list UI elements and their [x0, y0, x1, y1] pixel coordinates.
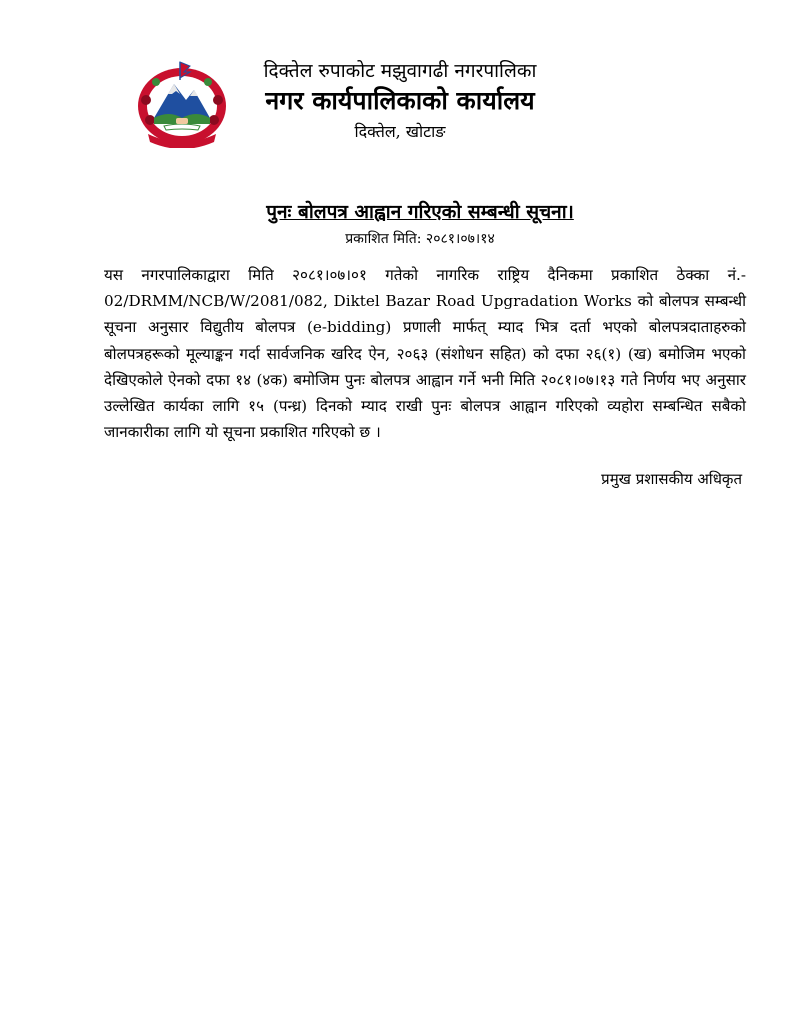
published-date: प्रकाशित मिति: २०८१।०७।१४	[345, 231, 495, 247]
letterhead	[230, 58, 570, 146]
notice-title: पुनः बोलपत्र आह्वान गरिएको सम्बन्धी सूचना।	[266, 201, 574, 223]
office-name: नगर कार्यपालिकाको कार्यालय	[265, 86, 535, 115]
office-address: दिक्तेल, खोटाङ	[354, 122, 446, 141]
notice-body: यस नगरपालिकाद्वारा मिति २०८१।०७।०१ गतेको नागरिक राष्ट्रिय दैनिकमा प्रकाशित ठेक्का नं.- 02/DRMM/NCB/W/2081/082, Diktel Bazar Road Upgradation Works को बोलपत्र सम्बन्धी सूचना अनुसार विद्युतीय बोलपत्र (e-bidding) प्रणाली मार्फत् म्याद भित्र दर्ता भएको बोलपत्रदाताहरुको बोलपत्रहरूको मूल्याङ्कन गर्दा सार्वजनिक खरिद ऐन, २०६३ (संशोधन सहित) को दफा २६(१) (ख) बमोजिम भएको देखिएकोले ऐनको दफा १४ (४क) बमोजिम पुनः बोलपत्र आह्वान गर्ने भनी मिति २०८१।०७।१३ गते निर्णय भए अनुसार उल्लेखित कार्यका लागि १५ (पन्ध्र) दिनको म्याद राखी पुनः बोलपत्र आह्वान गरिएको व्यहोरा सम्बन्धित सबैको जानकारीका लागि यो सूचना प्रकाशित गरिएको छ ।	[104, 266, 746, 442]
nepal-government-emblem-icon	[134, 60, 230, 148]
municipality-name: दिक्तेल रुपाकोट मझुवागढी नगरपालिका	[263, 60, 537, 82]
signatory-title: प्रमुख प्रशासकीय अधिकृत	[601, 470, 742, 488]
